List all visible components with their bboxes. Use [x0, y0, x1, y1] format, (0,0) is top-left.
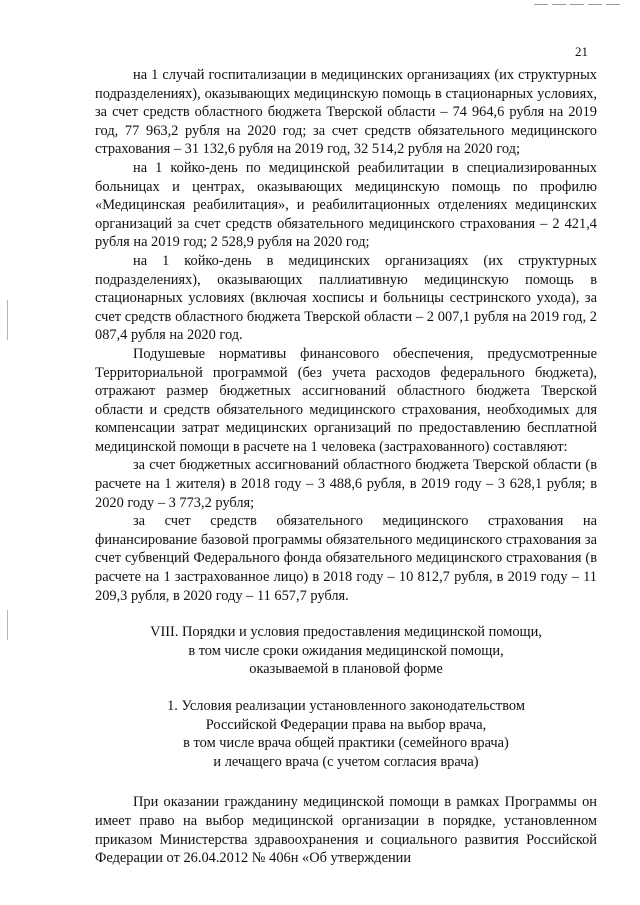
scan-edge-mark	[7, 610, 8, 640]
subsection-heading-1	[95, 697, 597, 771]
paragraph-palliative-norm: на 1 койко-день в медицинских организациях (их структурных подразделениях), оказывающих паллиативную медицинскую помощь в стационарных условиях (включая хосписы и больницы сестринского ухода), за счет средств областного бюджета Тверской области – 2 007,1 рубля на 2019 год, 2 087,4 рубля на 2020 год.	[95, 252, 597, 344]
section-heading-viii	[95, 623, 597, 679]
paragraph-budget-per-capita: за счет бюджетных ассигнований областного бюджета Тверской области (в расчете на 1 жителя) в 2018 году – 3 488,6 рубля, в 2019 году – 3 628,1 рубля; в 2020 году – 3 773,2 рубля;	[95, 457, 597, 511]
scan-dash	[552, 4, 566, 5]
scan-dash	[570, 4, 584, 5]
scan-dash	[534, 4, 548, 5]
scan-edge-mark	[7, 300, 8, 340]
subsection-heading-line: в том числе врача общей практики (семейного врача)	[183, 735, 509, 752]
subsection-heading-line: и лечащего врача (с учетом согласия врача)	[213, 753, 479, 770]
paragraph-per-capita-norms: Подушевые нормативы финансового обеспечения, предусмотренные Территориальной программой (без учета расходов федерального бюджета), отражают размер бюджетных ассигнований областного бюджета Тверской области и средств обязательного медицинского страхования, необходимых для компенсации затрат медицинских организаций по предоставлению бесплатной медицинской помощи в расчете на 1 человека (застрахованного) составляют:	[95, 345, 597, 455]
page-number: 21	[575, 44, 588, 59]
subsection-heading-line: 1. Условия реализации установленного законодательством	[167, 698, 525, 714]
section-heading-line: VIII. Порядки и условия предоставления медицинской помощи,	[150, 624, 542, 641]
paragraph-rehabilitation-norm: на 1 койко-день по медицинской реабилитации в специализированных больницах и центрах, оказывающих медицинскую помощь по профилю «Медицинская реабилитация», и реабилитационных отделениях медицинских организаций за счет средств обязательного медицинского страхования – 2 421,4 рубля на 2019 год; 2 528,9 рубля на 2020 год;	[95, 159, 597, 251]
subsection-heading-line: Российской Федерации права на выбор врача,	[205, 716, 487, 733]
paragraph-hospitalization-norm: на 1 случай госпитализации в медицинских организациях (их структурных подразделениях), оказывающих медицинскую помощь в стационарных условиях, за счет средств областного бюджета Тверской области – 74 964,6 рубля на 2019 год, 77 963,2 рубля на 2020 год; за счет средств обязательного медицинского страхования – 31 132,6 рубля на 2019 год, 32 514,2 рубля на 2020 год;	[95, 67, 597, 158]
section-heading-line: в том числе сроки ожидания медицинской помощи,	[188, 642, 504, 659]
scan-artifact-top	[0, 0, 640, 10]
section-heading-line: оказываемой в плановой форме	[249, 661, 443, 678]
scan-dash	[588, 4, 602, 5]
scan-dash	[606, 4, 620, 5]
paragraph-oms-per-capita: за счет средств обязательного медицинского страхования на финансирование базовой программы обязательного медицинского страхования за счет субвенций Федерального фонда обязательного медицинского страхования (в расчете на 1 застрахованное лицо) в 2018 году – 10 812,7 рубля, в 2019 году – 11 209,3 рубля, в 2020 году – 11 657,7 рубля.	[95, 513, 597, 604]
paragraph-choice-of-doctor: При оказании гражданину медицинской помощи в рамках Программы он имеет право на выбор медицинской организации в порядке, установленном приказом Министерства здравоохранения и социального развития Российской Федерации от 26.04.2012 № 406н «Об утверждении	[95, 794, 597, 867]
document-body	[95, 66, 597, 868]
